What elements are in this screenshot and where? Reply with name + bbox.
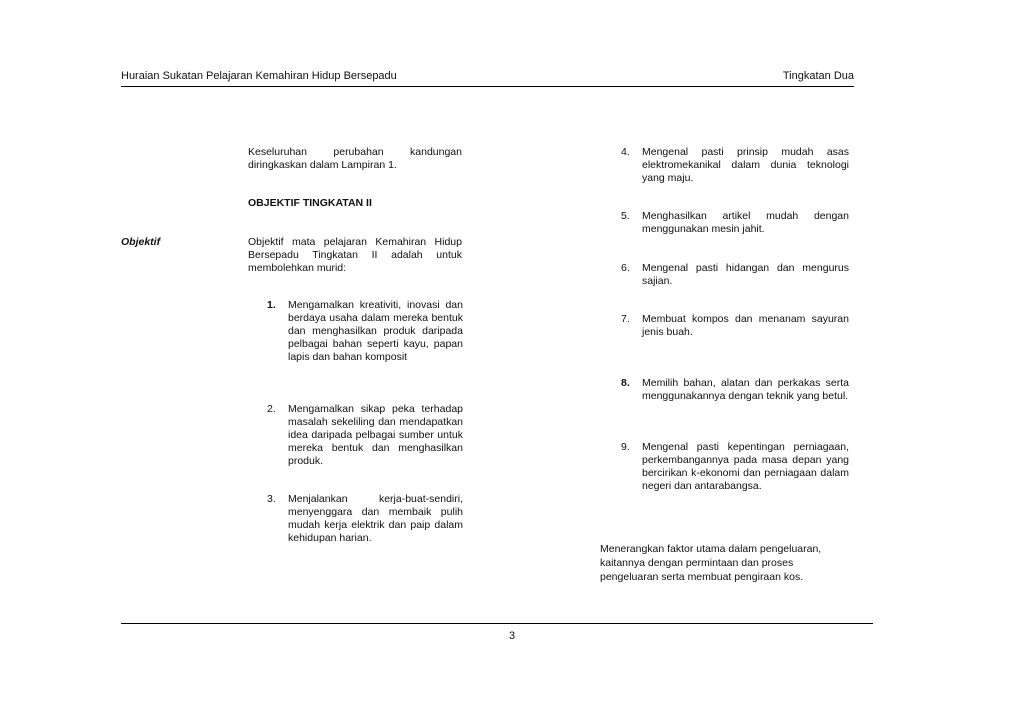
side-label-objektif: Objektif xyxy=(121,236,161,248)
list-item xyxy=(621,262,849,288)
list-item-number: 7. xyxy=(621,313,630,325)
list-item xyxy=(621,146,849,185)
list-item-number: 8. xyxy=(621,377,630,389)
header-title: Huraian Sukatan Pelajaran Kemahiran Hidup Bersepadu xyxy=(121,70,397,82)
list-item-number: 1. xyxy=(267,299,276,311)
list-item-number: 4. xyxy=(621,146,630,158)
page-number: 3 xyxy=(509,630,516,642)
list-item-number: 6. xyxy=(621,262,630,274)
list-item xyxy=(267,403,463,468)
list-item-text: Mengenal pasti hidangan dan mengurus sajian. xyxy=(642,262,849,287)
header-form-level: Tingkatan Dua xyxy=(782,70,854,82)
list-item xyxy=(621,210,849,236)
header-divider xyxy=(121,86,854,87)
list-item-number: 9. xyxy=(621,441,630,453)
list-item-text: Mengamalkan kreativiti, inovasi dan berdaya usaha dalam mereka bentuk dan menghasilkan produk daripada pelbagai bahan seperti kayu, papan lapis dan bahan komposit xyxy=(288,299,463,363)
intro-paragraph: Keseluruhan perubahan kandungan diringkaskan dalam Lampiran 1. xyxy=(248,146,462,171)
list-item-number: 2. xyxy=(267,403,276,415)
list-item-text: Memilih bahan, alatan dan perkakas serta menggunakannya dengan teknik yang betul. xyxy=(642,377,849,402)
list-item-text: Membuat kompos dan menanam sayuran jenis buah. xyxy=(642,313,849,338)
list-item-text: Mengenal pasti kepentingan perniagaan, perkembangannya pada masa depan yang bercirikan k-ekonomi dan perniagaan dalam negeri dan antarabangsa. xyxy=(642,441,849,492)
list-item-text: Mengamalkan sikap peka terhadap masalah sekeliling dan mendapatkan idea daripada pelbagai sumber untuk mereka bentuk dan menghasilkan produk. xyxy=(288,403,463,467)
list-item-text: Mengenal pasti prinsip mudah asas elektromekanikal dalam dunia teknologi yang maju. xyxy=(642,146,849,184)
list-item-number: 5. xyxy=(621,210,630,222)
list-item xyxy=(267,299,463,364)
list-item xyxy=(621,313,849,339)
list-item xyxy=(621,377,849,403)
list-item-text: Menghasilkan artikel mudah dengan menggunakan mesin jahit. xyxy=(642,210,849,235)
closing-paragraph: Menerangkan faktor utama dalam pengeluaran, kaitannya dengan permintaan dan proses pengeluaran serta membuat pengiraan kos. xyxy=(600,542,822,583)
footer-divider xyxy=(121,623,873,624)
list-item-number: 3. xyxy=(267,493,276,505)
list-item xyxy=(621,441,849,493)
list-item xyxy=(267,493,463,545)
objective-heading: OBJEKTIF TINGKATAN II xyxy=(248,197,372,209)
objective-paragraph: Objektif mata pelajaran Kemahiran Hidup Bersepadu Tingkatan II adalah untuk membolehkan murid: xyxy=(248,236,462,274)
list-item-text: Menjalankan kerja-buat-sendiri, menyenggara dan membaik pulih mudah kerja elektrik dan paip dalam kehidupan harian. xyxy=(288,493,463,544)
